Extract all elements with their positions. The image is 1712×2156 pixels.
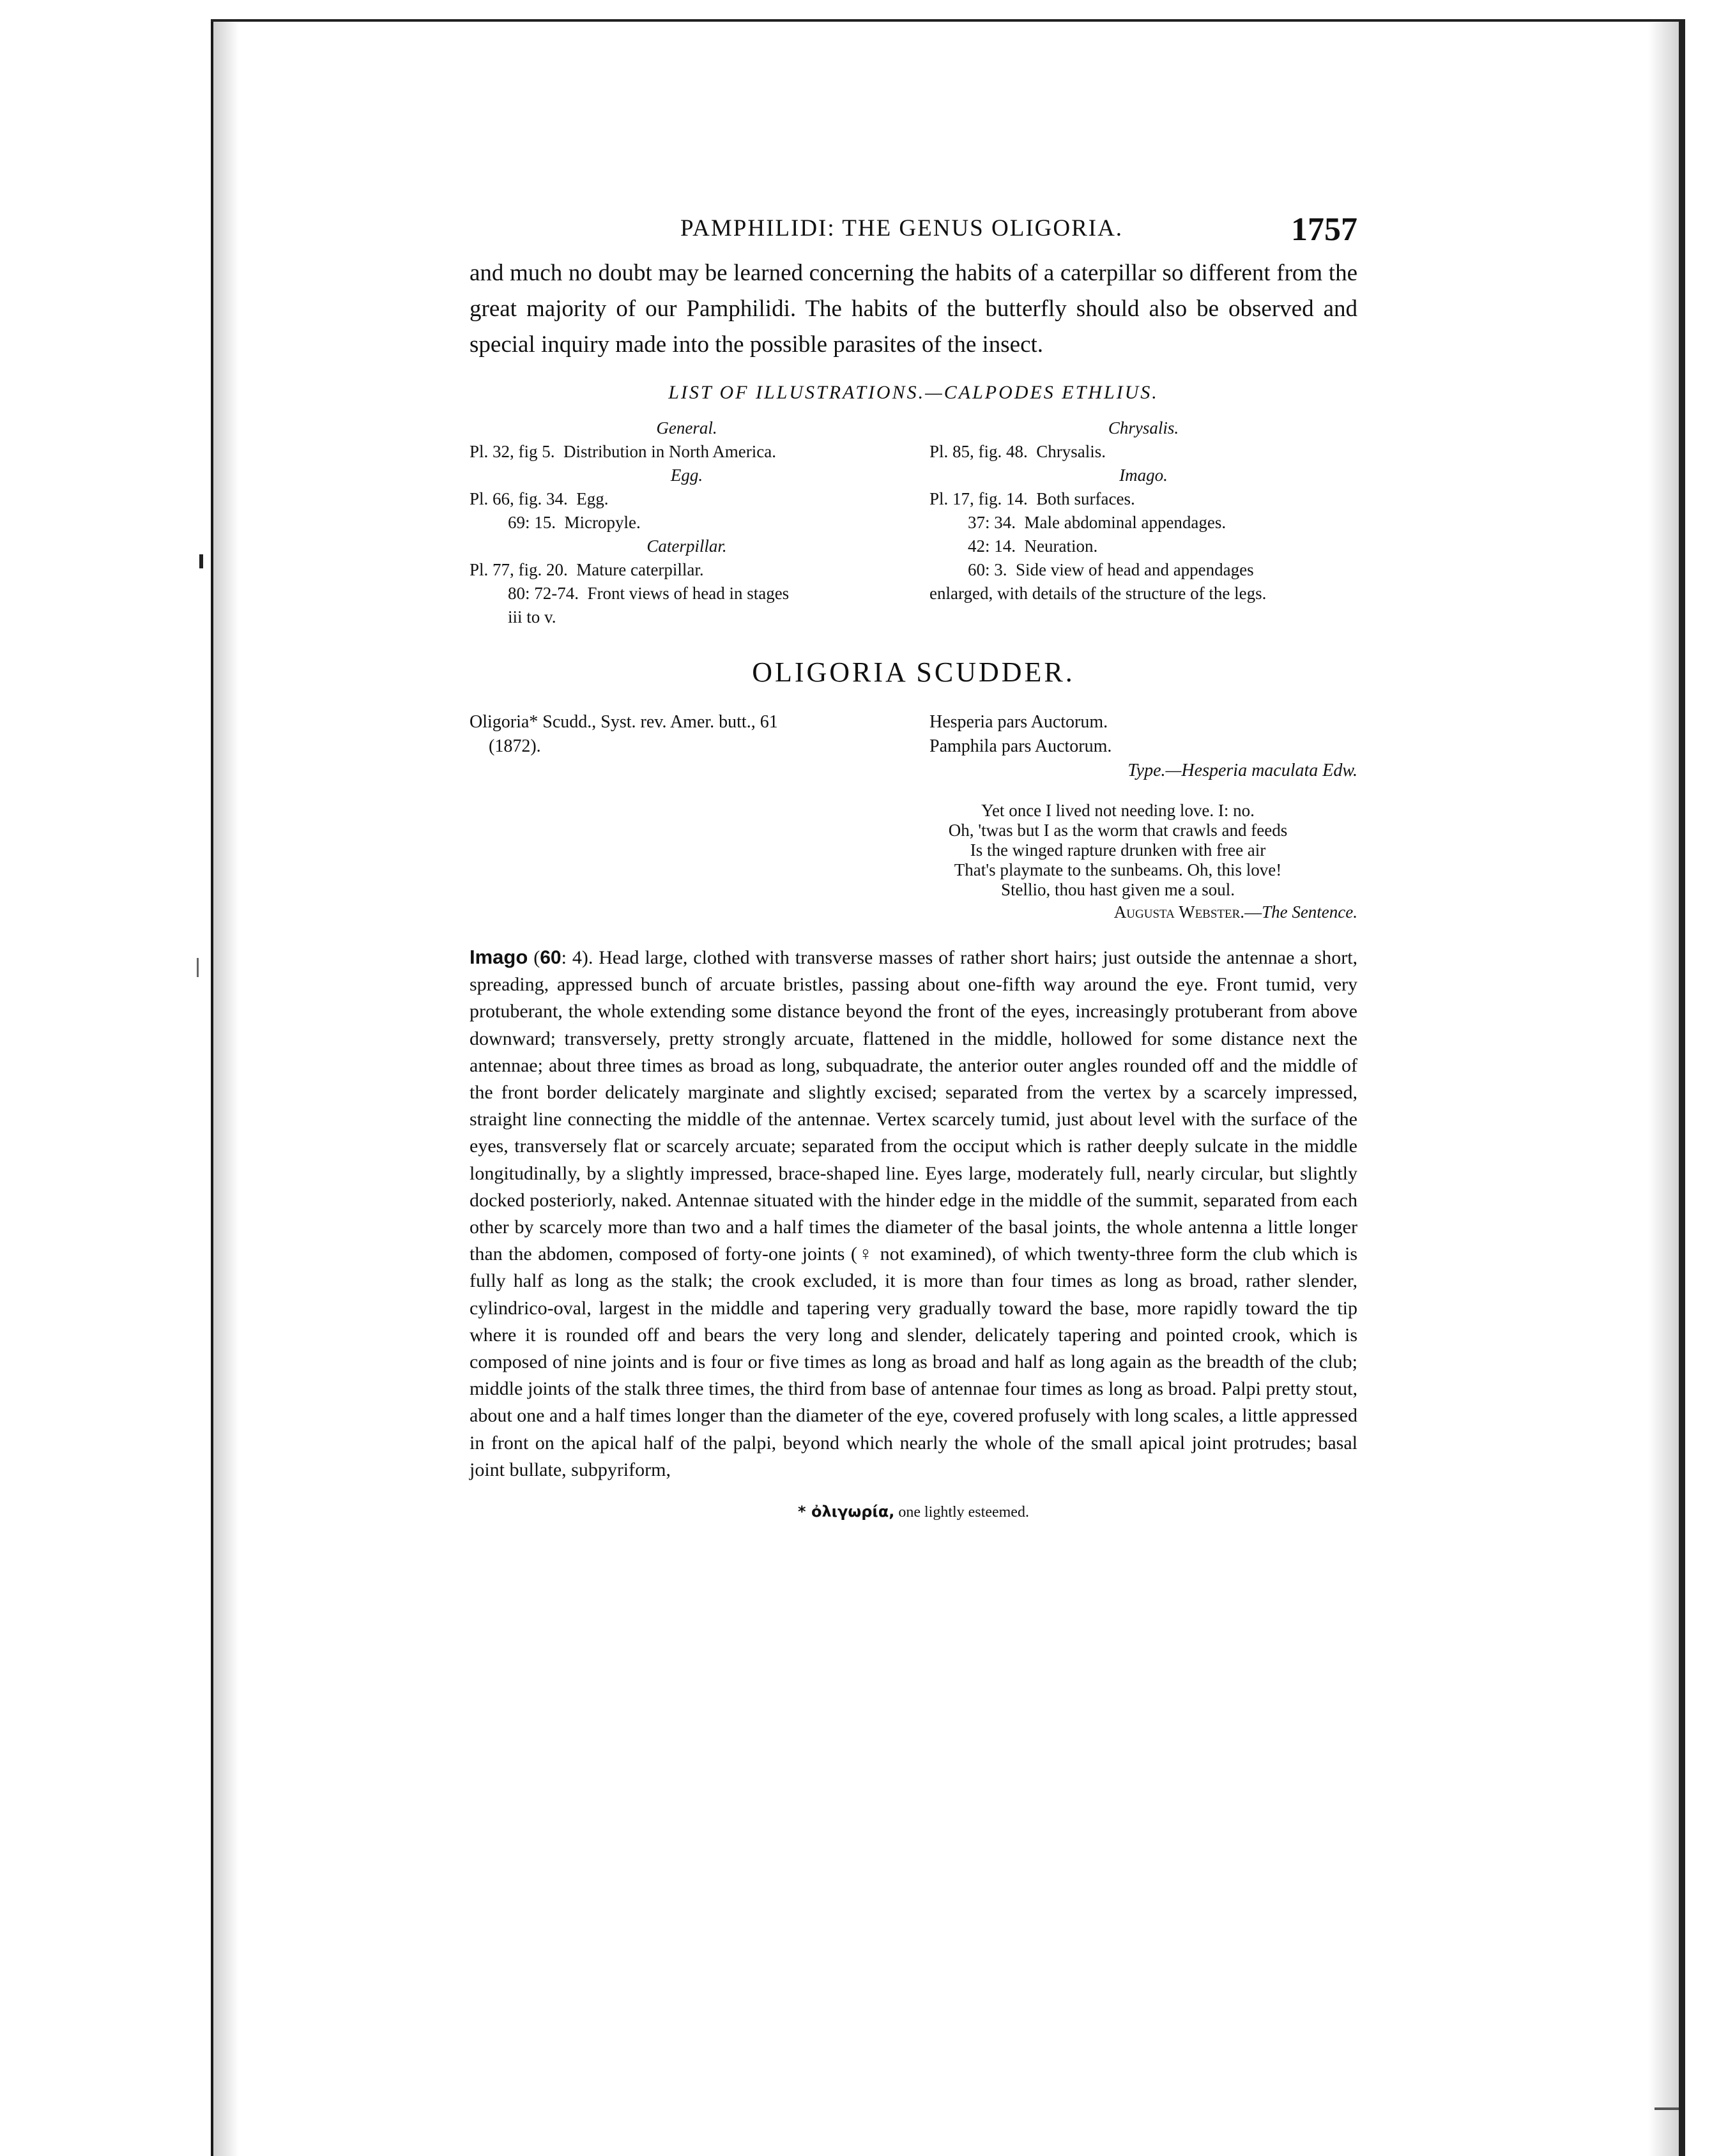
epigraph-poem xyxy=(878,801,1357,922)
plate-desc: Front views of head in stages xyxy=(587,584,790,603)
poem-line: Is the winged rapture drunken with free air xyxy=(970,840,1266,860)
list-item xyxy=(929,487,1357,511)
imago-text: Head large, clothed with transverse masses of rather short hairs; just outside the antennae a short, spreading, appressed bunch of arcuate bristles, passing about one-fifth way around the eye. Front tumid, very protuberant, the whole extending some distance beyond the front of the eyes, increasingly protuberant from above downward; transversely, pretty strongly arcuate, flattened in the middle, hollowed for some distance next the antennae; about three times as broad as long, subquadrate, the anterior outer angles rounded off and the middle of the front border delicately marginate and slightly excised; separated from the vertex by a scarcely impressed, straight line connecting the middle of the antennae. Vertex scarcely tumid, just about level with the surface of the eyes, transversely flat or scarcely arcuate; separated from the occiput which is rather deeply sulcate in the middle longitudinally, by a slightly impressed, brace-shaped line. Eyes large, moderately full, nearly circular, but slightly docked posteriorly, naked. Antennae situated with the hinder edge in the middle of the summit, separated from each other by scarcely more than two and a half times the diameter of the basal joints, the whole antenna a little longer than the abdomen, composed of forty-one joints (♀ not examined), of which twenty-three form the club which is fully half as long as the stalk; the crook excluded, it is more than four times as long as broad, rather slender, cylindrico-oval, largest in the middle and tapering very gradually toward the base, more rapidly toward the tip where it is rounded off and bears the very long and slender, delicately tapering and pointed crook, which is composed of nine joints and is four or five times as long as broad and half as long again as the breadth of the club; middle joints of the stalk three times, the third from base of antennae four times as long as broad. Palpi pretty stout, about one and a half times longer than the diameter of the eye, covered profusely with long scales, a little appressed in front on the apical half of the palpi, beyond which nearly the whole of the small apical joint protrudes; basal joint bullate, subpyriform, xyxy=(470,947,1358,1480)
footnote-text: one lightly esteemed. xyxy=(898,1504,1029,1521)
plate-desc: Egg. xyxy=(576,489,609,508)
page-right-edge xyxy=(1679,19,1685,2156)
plate-ref: 69: 15. xyxy=(508,513,556,532)
gutter-shadow xyxy=(213,19,239,2156)
imago-ref-rest: : 4). xyxy=(561,947,593,968)
list-item xyxy=(929,511,1357,535)
plate-ref: Pl. 32, fig 5. xyxy=(470,442,555,461)
poem-line: Oh, 'twas but I as the worm that crawls and feeds xyxy=(948,821,1288,840)
subheading-chrysalis: Chrysalis. xyxy=(1108,418,1179,437)
illustrations-right-column xyxy=(929,416,1357,629)
poem-line: That's playmate to the sunbeams. Oh, this love! xyxy=(954,860,1282,879)
page-number: 1757 xyxy=(1291,211,1357,248)
subheading-imago: Imago. xyxy=(1119,466,1168,485)
subheading-caterpillar: Caterpillar. xyxy=(646,536,727,556)
page-top-edge xyxy=(211,19,1684,22)
running-title: PAMPHILIDI: THE GENUS OLIGORIA. xyxy=(680,215,1124,241)
scan-speck xyxy=(197,958,199,977)
plate-desc: Mature caterpillar. xyxy=(576,560,704,579)
list-item xyxy=(470,558,904,582)
plate-ref: 80: 72-74. xyxy=(508,584,579,603)
plate-desc: Neuration. xyxy=(1024,536,1098,556)
plate-desc: Male abdominal appendages. xyxy=(1024,513,1227,532)
plate-ref: Pl. 17, fig. 14. xyxy=(929,489,1028,508)
right-edge-shadow xyxy=(1648,22,1679,2156)
plate-desc: Chrysalis. xyxy=(1036,442,1106,461)
illustrations-heading: LIST OF ILLUSTRATIONS.—CALPODES ETHLIUS. xyxy=(668,382,1159,403)
poem-line: Stellio, thou hast given me a soul. xyxy=(1001,880,1235,899)
plate-ref: 60: 3. xyxy=(968,560,1007,579)
synonymy xyxy=(470,710,1357,783)
plate-ref: 42: 14. xyxy=(968,536,1016,556)
scan-margin xyxy=(0,0,217,2156)
intro-paragraph: and much no doubt may be learned concerning the habits of a caterpillar so different from the great majority of our Pamphilidi. The habits of the butterfly should also be observed and special inquiry made into the possible parasites of the insect. xyxy=(470,260,1357,358)
subheading-egg: Egg. xyxy=(670,466,703,485)
synonymy-citation: Oligoria* Scudd., Syst. rev. Amer. butt., 61 xyxy=(470,712,778,732)
plate-desc: Distribution in North America. xyxy=(563,442,776,461)
plate-desc-continued: enlarged, with details of the structure of the legs. xyxy=(929,584,1267,603)
plate-ref: Pl. 77, fig. 20. xyxy=(470,560,568,579)
list-item xyxy=(470,440,904,464)
list-item xyxy=(929,535,1357,558)
footnote-greek: * ὀλιγωρία, xyxy=(798,1503,895,1521)
poem-author: Augusta Webster. xyxy=(1113,902,1245,922)
genus-heading: OLIGORIA SCUDDER. xyxy=(752,657,1075,688)
bottom-edge-mark xyxy=(1655,2107,1679,2110)
running-head xyxy=(470,211,1357,255)
type-species: Type.—Hesperia maculata Edw. xyxy=(1127,761,1357,780)
subheading-general: General. xyxy=(656,418,717,437)
plate-desc: Micropyle. xyxy=(564,513,641,532)
imago-ref-num: 60 xyxy=(540,947,562,968)
list-item xyxy=(470,582,904,605)
synonymy-year: (1872). xyxy=(489,736,541,756)
synonymy-pamphila: Pamphila pars Auctorum. xyxy=(929,736,1112,756)
plate-ref: 37: 34. xyxy=(968,513,1016,532)
page-content xyxy=(470,211,1357,1521)
footnote xyxy=(470,1503,1357,1521)
scan-speck xyxy=(199,554,203,568)
list-item xyxy=(929,440,1357,464)
poem-attribution: Augusta Webster.—The Sentence. xyxy=(1113,902,1357,922)
imago-description xyxy=(470,944,1357,1484)
illustrations-left-column xyxy=(470,416,904,629)
list-item xyxy=(470,511,904,535)
imago-label: Imago xyxy=(470,946,528,968)
synonymy-right xyxy=(929,710,1357,783)
plate-ref: Pl. 85, fig. 48. xyxy=(929,442,1028,461)
plate-desc-continued: iii to v. xyxy=(508,607,556,626)
plate-ref: Pl. 66, fig. 34. xyxy=(470,489,568,508)
synonymy-left xyxy=(470,710,904,783)
list-item xyxy=(929,558,1357,582)
plate-desc: Both surfaces. xyxy=(1036,489,1135,508)
synonymy-hesperia: Hesperia pars Auctorum. xyxy=(929,712,1108,732)
imago-ref-open: ( xyxy=(533,947,540,968)
illustrations-list xyxy=(470,416,1357,629)
poem-work: The Sentence. xyxy=(1262,902,1357,922)
poem-line: Yet once I lived not needing love. I: no. xyxy=(981,801,1255,820)
plate-desc: Side view of head and appendages xyxy=(1016,560,1254,579)
list-item xyxy=(470,487,904,511)
